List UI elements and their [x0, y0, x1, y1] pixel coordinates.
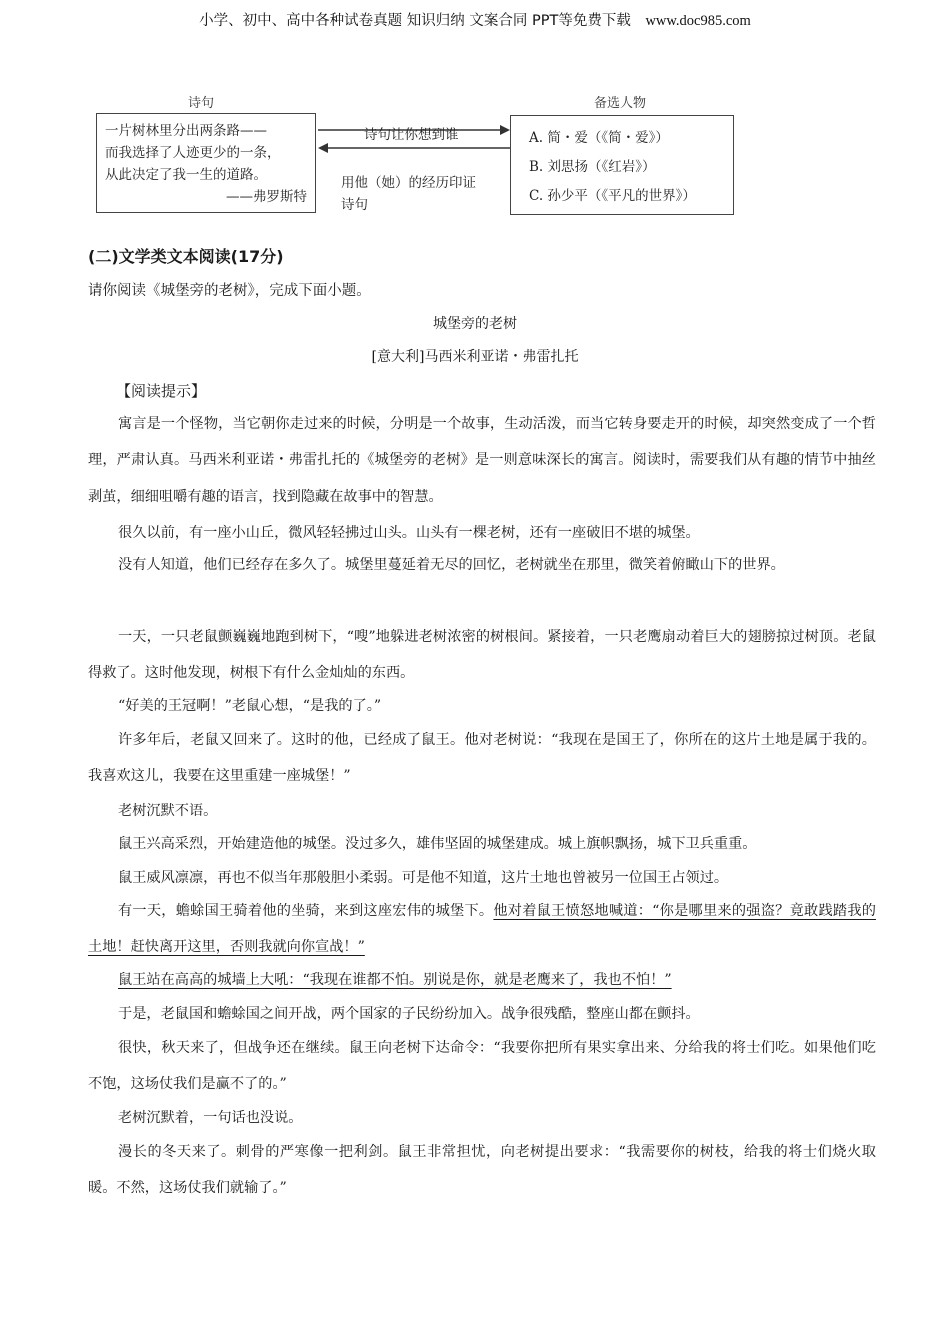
- paragraph: 鼠王兴高采烈，开始建造他的城堡。没过多久，雄伟坚固的城堡建成。城上旗帜飘扬，城下卫兵重重。: [118, 836, 757, 852]
- paragraph: 老树沉默不语。: [118, 803, 218, 819]
- option-b: B. 刘思扬（《红岩》）: [529, 159, 656, 175]
- people-caption: 备选人物: [594, 96, 647, 111]
- paragraph: 鼠王威风凛凛，再也不似当年那般胆小柔弱。可是他不知道，这片土地也曾被另一位国王占领过。: [118, 870, 729, 886]
- paragraph: 漫长的冬天来了。刺骨的严寒像一把利剑。鼠王非常担忧，向老树提出要求：“我需要你的树枝，给我的将士们烧火取暖。不然，这场仗我们就输了。”: [88, 1144, 876, 1197]
- arrow-top-label: 诗句让你想到谁: [364, 127, 459, 143]
- header-url[interactable]: www.doc985.com: [645, 13, 751, 29]
- paragraph: 于是，老鼠国和蟾蜍国之间开战，两个国家的子民纷纷加入。战争很残酷，整座山都在颤抖。: [118, 1006, 700, 1022]
- arrow-bottom-label-1: 用他（她）的经历印证: [341, 175, 476, 191]
- option-c: C. 孙少平（《平凡的世界》）: [529, 188, 696, 204]
- section-title: (二)文学类文本阅读(17分): [88, 247, 284, 266]
- paragraph: 很久以前，有一座小山丘，微风轻轻拂过山头。山头有一棵老树，还有一座破旧不堪的城堡。: [118, 525, 700, 541]
- paragraph: [88, 893, 876, 966]
- paragraph: 老树沉默着，一句话也没说。: [118, 1110, 303, 1126]
- header-text: 小学、初中、高中各种试卷真题 知识归纳 文案合同 PPT等免费下载: [199, 13, 631, 29]
- paragraph: “好美的王冠啊！”老鼠心想，“是我的了。”: [118, 698, 382, 714]
- underlined-sentence: 鼠王站在高高的城墙上大吼：“我现在谁都不怕。别说是你，就是老鹰来了，我也不怕！”: [118, 972, 672, 988]
- poem-author: ——弗罗斯特: [226, 189, 307, 205]
- poem-line: 从此决定了我一生的道路。: [105, 167, 267, 183]
- underlined-sentence: 他对着鼠王愤怒地喊道：“你是哪里来的强盗？竟敢践踏我的土地！赶快离开这里，否则我就向你宣战！”: [88, 903, 876, 956]
- paragraph: 许多年后，老鼠又回来了。这时的他，已经成了鼠王。他对老树说：“我现在是国王了，你所在的这片土地是属于我的。我喜欢这儿，我要在这里重建一座城堡！”: [88, 732, 876, 785]
- paragraph: 很快，秋天来了，但战争还在继续。鼠王向老树下达命令：“我要你把所有果实拿出来、分给我的将士们吃。如果他们吃不饱，这场仗我们是赢不了的。”: [88, 1040, 876, 1093]
- paragraph: 没有人知道，他们已经存在多久了。城堡里蔓延着无尽的回忆，老树就坐在那里，微笑着俯瞰山下的世界。: [118, 557, 785, 573]
- hint-label: 【阅读提示】: [116, 382, 207, 400]
- right-arrowhead: [500, 125, 510, 135]
- story-author: [意大利]马西米利亚诺・弗雷扎托: [371, 349, 579, 365]
- poem-line: 而我选择了人迹更少的一条，: [105, 145, 281, 161]
- story-title: 城堡旁的老树: [433, 316, 517, 332]
- arrow-bottom-label-2: 诗句: [341, 197, 368, 213]
- left-arrowhead: [318, 143, 328, 153]
- poem-line: 一片树林里分出两条路——: [105, 123, 267, 139]
- paragraph-text: 有一天，蟾蜍国王骑着他的坐骑，来到这座宏伟的城堡下。: [118, 903, 494, 919]
- instruction: 请你阅读《城堡旁的老树》，完成下面小题。: [88, 283, 371, 299]
- page-header: [0, 9, 950, 30]
- paragraph-hint: 寓言是一个怪物，当它朝你走过来的时候，分明是一个故事，生动活泼，而当它转身要走开的时候，却突然变成了一个哲理，严肃认真。马西米利亚诺・弗雷扎托的《城堡旁的老树》是一则意味深长的寓言。阅读时，需要我们从有趣的情节中抽丝剥茧，细细咀嚼有趣的语言，找到隐藏在故事中的智慧。: [88, 416, 876, 505]
- option-a: A. 简・爱（《简・爱》）: [529, 130, 669, 146]
- paragraph: 一天，一只老鼠颤巍巍地跑到树下，“嗖”地躲进老树浓密的树根间。紧接着，一只老鹰扇动着巨大的翅膀掠过树顶。老鼠得救了。这时他发现，树根下有什么金灿灿的东西。: [88, 629, 876, 682]
- poem-box: [96, 113, 316, 213]
- paragraph: [88, 962, 876, 998]
- poem-caption: 诗句: [188, 96, 215, 111]
- people-box: [510, 115, 734, 215]
